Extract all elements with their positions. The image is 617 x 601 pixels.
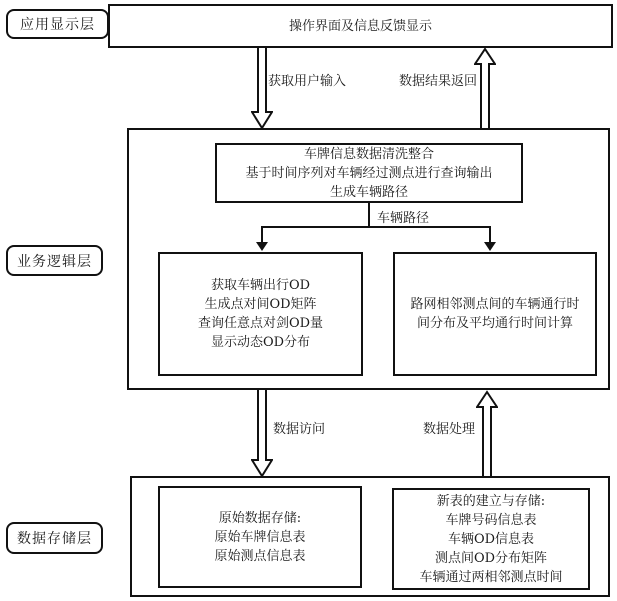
- get-user-input-label: 获取用户输入: [268, 74, 347, 89]
- layer-label-business-logic-text: 业务逻辑层: [17, 253, 92, 270]
- plate-data-cleaning-line1: 车牌信息数据清洗整合: [303, 146, 434, 162]
- od-functions-box: [158, 252, 363, 376]
- travel-time-line2: 间分布及平均通行时间计算: [416, 316, 573, 331]
- original-data-line2: 原始车牌信息表: [214, 529, 306, 545]
- data-access-down-arrow: [251, 390, 273, 477]
- operation-interface-box: [108, 4, 613, 48]
- original-data-line1: 原始数据存储:: [218, 510, 302, 526]
- od-functions-line2: 生成点对间OD矩阵: [204, 297, 317, 312]
- branch-right-arrowhead-icon: [484, 242, 496, 251]
- layer-label-data-storage-text: 数据存储层: [17, 531, 92, 547]
- layer-label-application: [6, 9, 109, 39]
- branch-right-line: [489, 226, 491, 243]
- data-access-label: 数据访问: [273, 422, 326, 437]
- layer-label-business-logic: [6, 245, 103, 276]
- od-functions-line3: 查询任意点对剑OD量: [197, 316, 324, 331]
- operation-interface-text: 操作界面及信息反馈显示: [288, 18, 432, 34]
- original-data-storage-box: [158, 486, 362, 588]
- od-functions-line1: 获取车辆出行OD: [210, 278, 311, 293]
- new-tables-line3: 车辆OD信息表: [447, 531, 535, 547]
- plate-data-cleaning-line3: 生成车辆路径: [329, 184, 408, 200]
- layer-label-data-storage: [6, 522, 103, 554]
- plate-data-cleaning-box: [215, 143, 523, 203]
- vehicle-path-label: 车辆路径: [377, 211, 430, 226]
- branch-left-arrowhead-icon: [256, 242, 268, 251]
- branch-horizontal-line: [261, 226, 491, 228]
- branch-left-line: [261, 226, 263, 243]
- new-tables-line5: 车辆通过两相邻测点时间: [419, 569, 563, 585]
- new-tables-storage-box: [392, 488, 590, 590]
- data-return-up-arrow: [474, 48, 496, 129]
- travel-time-box: [393, 252, 597, 376]
- data-process-label: 数据处理: [423, 422, 476, 437]
- new-tables-line4: 测点间OD分布矩阵: [434, 550, 548, 566]
- travel-time-line1: 路网相邻测点间的车辆通行时: [410, 297, 580, 312]
- od-functions-line4: 显示动态OD分布: [210, 335, 311, 350]
- vehicle-path-stub-line: [368, 203, 370, 227]
- new-tables-line1: 新表的建立与存储:: [436, 493, 546, 509]
- data-process-up-arrow: [476, 390, 498, 477]
- data-result-return-label: 数据结果返回: [399, 74, 478, 89]
- original-data-line3: 原始测点信息表: [214, 548, 306, 564]
- plate-data-cleaning-line2: 基于时间序列对车辆经过测点进行查询输出: [245, 165, 493, 181]
- new-tables-line2: 车牌号码信息表: [445, 512, 537, 528]
- layer-label-application-text: 应用显示层: [20, 17, 95, 33]
